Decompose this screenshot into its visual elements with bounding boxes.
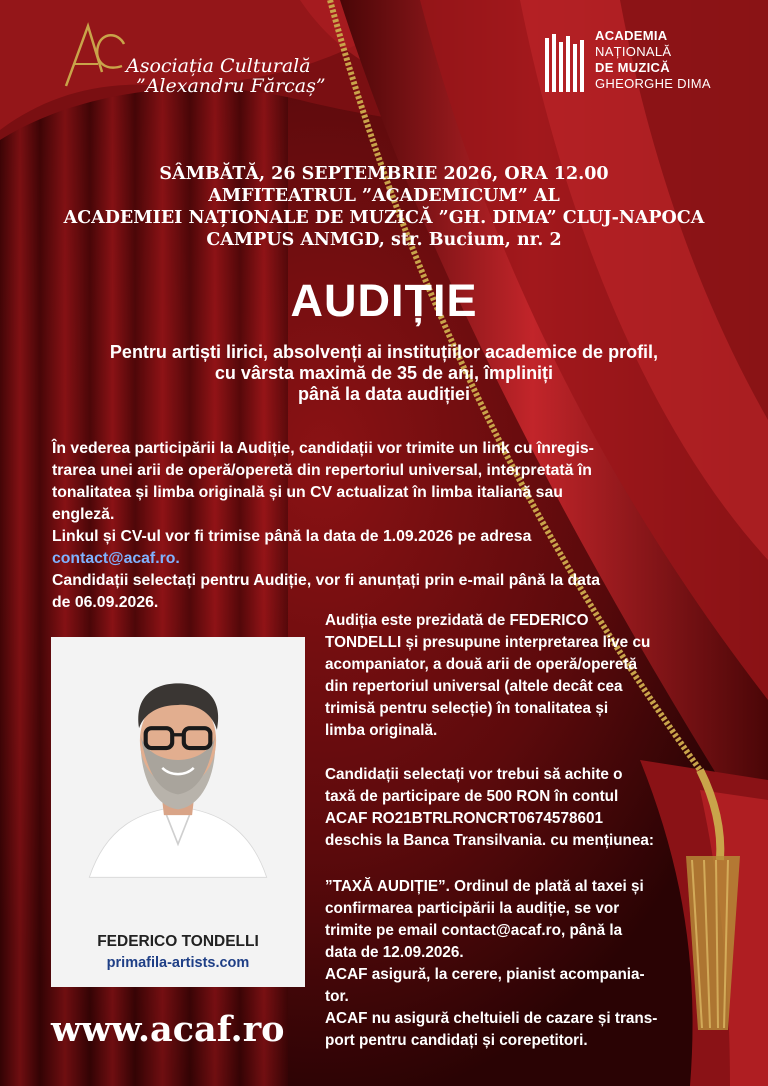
- event-date: SÂMBĂTĂ, 26 SEPTEMBRIE 2026, ORA 12.00: [159, 164, 609, 184]
- fee-line: taxă de participare de 500 RON în contul: [325, 788, 619, 805]
- audition-details: [325, 610, 745, 1052]
- instructions-line: trarea unei arii de operă/operetă din repertoriul universal, interpretată în: [52, 462, 592, 479]
- jury-photo-card: [51, 637, 305, 987]
- payment-line: ACAF asigură, la cerere, pianist acompania-: [325, 966, 645, 983]
- jury-line: limba originală.: [325, 722, 438, 739]
- jury-line: acompaniator, a două arii de operă/operetă: [325, 656, 637, 673]
- poster-title: AUDIȚIE: [290, 275, 478, 326]
- contact-email-link[interactable]: contact@acaf.ro.: [52, 550, 180, 567]
- eligibility-text: [0, 342, 768, 405]
- event-venue: AMFITEATRUL ”ACADEMICUM” AL: [208, 186, 560, 206]
- instructions-line: Linkul și CV-ul vor fi trimise până la data de 1.09.2026 pe adresa: [52, 528, 532, 545]
- payment-line: ACAF nu asigură cheltuieli de cazare și trans-: [325, 1010, 658, 1027]
- anmgd-line2: NAȚIONALĂ: [595, 44, 672, 59]
- payment-line: tor.: [325, 988, 349, 1005]
- instructions-line: tonalitatea și limba originală și un CV actualizat în limba italiană sau: [52, 484, 563, 501]
- website-url[interactable]: www.acaf.ro: [51, 1009, 285, 1050]
- event-institution: ACADEMIEI NAȚIONALE DE MUZICĂ ”GH. DIMA” CLUJ-NAPOCA: [63, 208, 705, 228]
- eligibility-line1: Pentru artiști lirici, absolvenți ai instituțiilor academice de profil,: [109, 342, 659, 362]
- event-address: CAMPUS ANMGD, str. Bucium, nr. 2: [206, 230, 562, 250]
- acaf-logo: [58, 20, 328, 100]
- instructions-line: În vederea participării la Audiție, candidații vor trimite un link cu înregis-: [52, 440, 594, 457]
- instructions-line: de 06.09.2026.: [52, 594, 159, 611]
- fee-line: ACAF RO21BTRLRONCRT0674578601: [325, 810, 603, 827]
- fee-line: Candidații selectați vor trebui să achite o: [325, 766, 623, 783]
- agency-url[interactable]: primafila-artists.com: [106, 955, 250, 971]
- payment-line: port pentru candidați și corepetitori.: [325, 1032, 588, 1049]
- anmgd-line1: ACADEMIA: [595, 28, 668, 43]
- jury-line: trimisă pentru selecție) în tonalitatea și: [325, 700, 609, 717]
- jury-line: Audiția este prezidată de FEDERICO: [325, 612, 589, 629]
- anmgd-line4: GHEORGHE DIMA: [595, 76, 711, 91]
- payment-line: data de 12.09.2026.: [325, 944, 464, 961]
- acaf-logo-name: [126, 56, 326, 96]
- fee-line: deschis la Banca Transilvania. cu mențiunea:: [325, 832, 655, 849]
- event-details: [0, 163, 768, 251]
- jury-line: TONDELLI și presupune interpretarea live cu: [325, 634, 651, 651]
- acaf-logo-line2: ”Alexandru Fărcaș”: [136, 75, 326, 97]
- anmgd-logo: [543, 28, 743, 100]
- ac-monogram-icon: [58, 20, 128, 92]
- portrait-image: [51, 637, 305, 927]
- payment-line: ”TAXĂ AUDIȚIE”. Ordinul de plată al taxei și: [325, 878, 644, 895]
- acaf-logo-line1: Asociația Culturală: [126, 55, 311, 77]
- organ-pipes-icon: [543, 32, 587, 96]
- payment-line: confirmarea participării la audiție, se vor: [325, 900, 620, 917]
- jury-name: FEDERICO TONDELLI: [97, 933, 259, 950]
- application-instructions: [52, 438, 732, 614]
- instructions-line: engleză.: [52, 506, 115, 523]
- anmgd-logo-text: [595, 28, 711, 92]
- instructions-line: Candidații selectați pentru Audiție, vor fi anunțați prin e-mail până la data: [52, 572, 601, 589]
- eligibility-line2: cu vârsta maximă de 35 de ani, împliniți: [214, 363, 554, 383]
- payment-line: trimite pe email contact@acaf.ro, până la: [325, 922, 623, 939]
- eligibility-line3: până la data audiției: [297, 384, 471, 404]
- anmgd-line3: DE MUZICĂ: [595, 60, 670, 75]
- jury-line: din repertoriul universal (altele decât cea: [325, 678, 623, 695]
